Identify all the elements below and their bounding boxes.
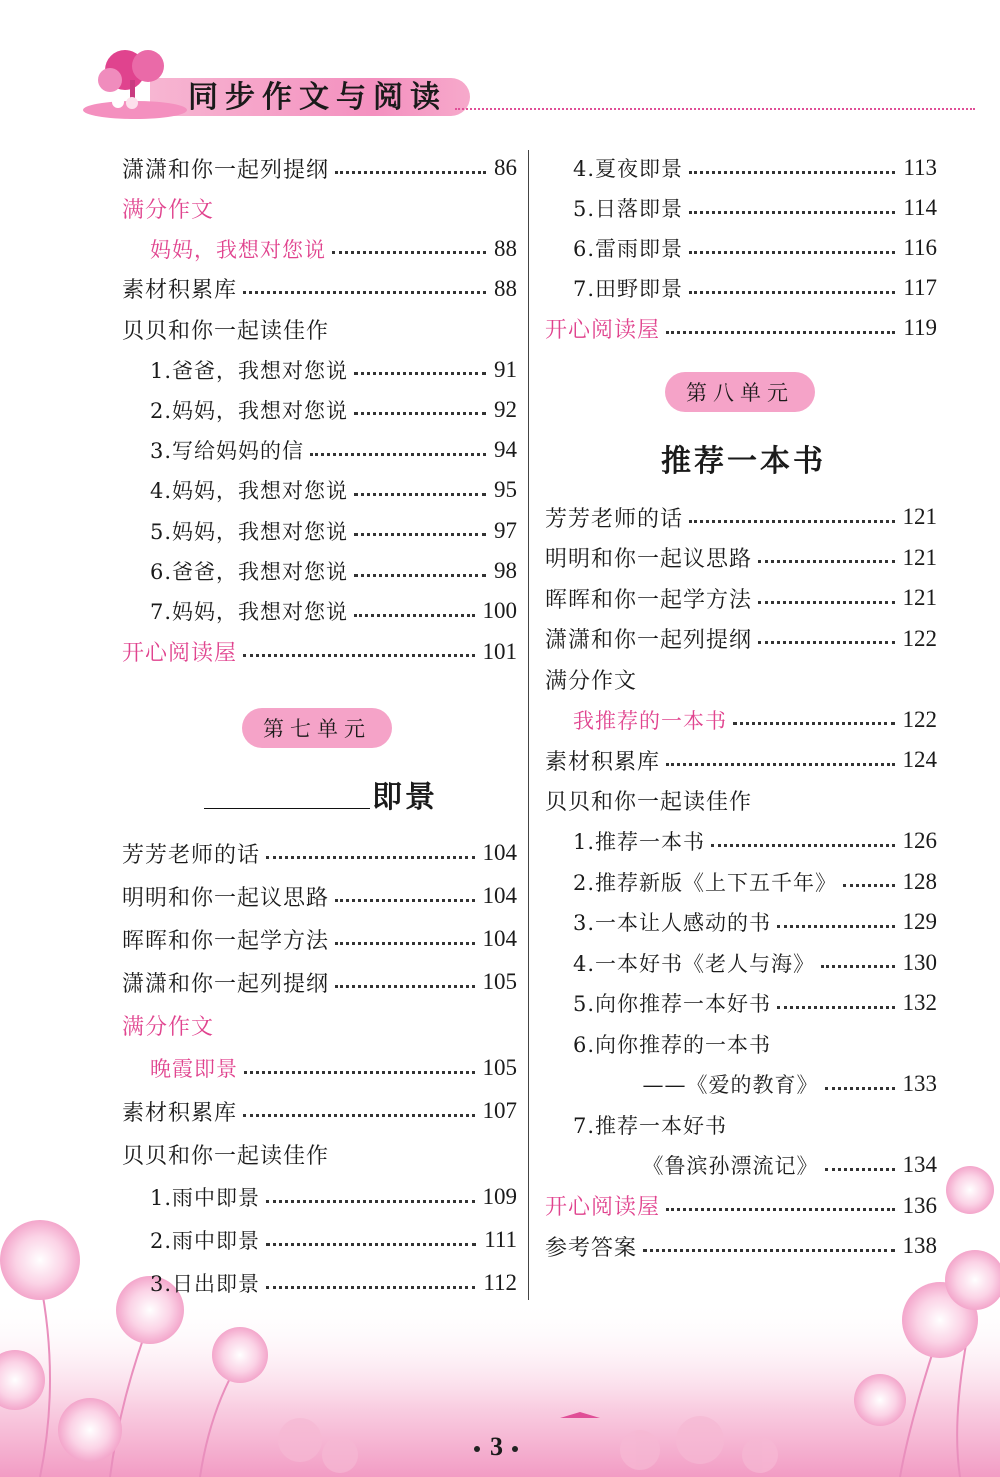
toc-page-number: 109 [482, 1184, 517, 1209]
toc-entry-title: 开心阅读屋 [545, 1195, 661, 1220]
toc-entry-title: 素材积累库 [122, 1100, 238, 1126]
toc-page-number: 119 [903, 315, 937, 340]
toc-leader-dots [335, 942, 474, 945]
toc-page-number: 104 [482, 883, 517, 908]
toc-page-number: 121 [902, 544, 937, 570]
toc-entry-title: ——《爱的教育》 [642, 1073, 819, 1097]
toc-leader-dots [666, 763, 894, 766]
toc-leader-dots [243, 1114, 474, 1117]
toc-page-number: 101 [482, 638, 517, 664]
unit7-label: 第七单元 [263, 717, 371, 741]
toc-page-number: 136 [902, 1192, 937, 1218]
toc-entry[interactable] [122, 551, 517, 591]
toc-entry[interactable] [122, 269, 517, 309]
toc-page-number: 111 [484, 1227, 517, 1252]
toc-entry[interactable] [122, 1134, 517, 1174]
toc-entry[interactable] [122, 1263, 517, 1303]
toc-entry[interactable] [545, 1024, 937, 1064]
toc-leader-dots [825, 1087, 895, 1090]
toc-leader-dots [335, 171, 486, 174]
toc-entry-title: 6.雷雨即景 [573, 237, 684, 261]
toc-entry-title: 参考答案 [545, 1235, 638, 1261]
unit8-topic: 推荐一本书 [661, 444, 826, 479]
toc-page-number: 130 [902, 949, 937, 975]
tree-house-logo-icon [80, 40, 190, 120]
toc-entry[interactable] [545, 268, 937, 308]
toc-entry-title: 6.向你推荐的一本书 [573, 1032, 772, 1057]
toc-entry[interactable] [545, 619, 937, 659]
toc-leader-dots [354, 614, 474, 617]
unit7-topic: 即景 [372, 780, 438, 815]
toc-entry-title: 妈妈，我想对您说 [150, 237, 326, 262]
toc-page-number: 114 [903, 195, 937, 220]
toc-entry[interactable] [122, 229, 517, 269]
toc-leader-dots [825, 1168, 895, 1171]
toc-leader-dots [243, 291, 486, 294]
toc-page-number: 121 [902, 585, 937, 610]
toc-leader-dots [332, 251, 486, 254]
toc-entry-title: 4.夏夜即景 [573, 157, 684, 181]
toc-entry[interactable] [122, 1005, 517, 1045]
toc-leader-dots [354, 533, 486, 536]
toc-page-number: 94 [494, 437, 517, 463]
toc-entry[interactable] [545, 740, 937, 780]
toc-leader-dots [354, 412, 486, 415]
toc-entry-title: 芳芳老师的话 [122, 842, 261, 868]
toc-entry[interactable] [122, 470, 517, 510]
toc-leader-dots [733, 722, 895, 725]
toc-entry[interactable] [545, 821, 937, 861]
footer-dot-left [474, 1446, 480, 1452]
toc-entry-title: 芳芳老师的话 [545, 506, 684, 532]
toc-leader-dots [689, 171, 895, 174]
toc-leader-dots [666, 1208, 894, 1211]
toc-entry-title: 素材积累库 [122, 278, 238, 304]
unit8-label: 第八单元 [686, 381, 794, 405]
toc-leader-dots [843, 884, 894, 887]
toc-entry-title: 4.一本好书《老人与海》 [573, 951, 816, 976]
toc-entry[interactable] [122, 962, 517, 1002]
toc-leader-dots [266, 1200, 474, 1203]
toc-leader-dots [310, 453, 486, 456]
toc-page-number: 97 [494, 517, 517, 543]
toc-leader-dots [758, 601, 894, 604]
toc-entry-title: 4.妈妈，我想对您说 [150, 479, 349, 504]
toc-leader-dots [689, 211, 895, 214]
toc-entry-title: 3.日出即景 [150, 1272, 261, 1296]
toc-entry[interactable] [122, 430, 517, 470]
toc-page-number: 98 [494, 558, 517, 583]
toc-entry-title: 开心阅读屋 [545, 317, 661, 343]
toc-leader-dots [666, 331, 895, 334]
toc-leader-dots [266, 1243, 476, 1246]
toc-page-number: 121 [902, 504, 937, 529]
toc-entry-title: 贝贝和你一起读佳作 [122, 318, 330, 344]
toc-entry-title: 6.爸爸，我想对您说 [150, 560, 349, 584]
toc-entry[interactable] [122, 350, 517, 390]
toc-entry[interactable] [545, 781, 937, 821]
toc-leader-dots [777, 1006, 894, 1009]
toc-page-number: 116 [903, 235, 937, 260]
toc-entry[interactable] [122, 188, 517, 228]
toc-entry-title: 晖晖和你一起学方法 [122, 928, 330, 954]
toc-entry-title: 2.妈妈，我想对您说 [150, 398, 349, 423]
page-number: 3 [490, 1432, 503, 1461]
toc-leader-dots [266, 1286, 475, 1289]
header-dotted-rule [455, 108, 975, 110]
toc-page-number: 100 [482, 598, 517, 624]
toc-page-number: 105 [482, 1055, 517, 1080]
toc-leader-dots [266, 856, 474, 859]
toc-entry[interactable] [122, 148, 517, 188]
toc-entry[interactable] [122, 1220, 517, 1260]
toc-entry-title: 2.雨中即景 [150, 1229, 261, 1253]
toc-entry-title: 晖晖和你一起学方法 [545, 587, 753, 613]
toc-entry[interactable] [545, 308, 937, 348]
toc-entry-title: 7.推荐一本好书 [573, 1113, 728, 1138]
toc-leader-dots [243, 654, 474, 657]
toc-leader-dots [777, 925, 894, 928]
toc-leader-dots [689, 251, 895, 254]
page-header [0, 0, 1000, 130]
toc-page-number: 132 [902, 990, 937, 1015]
toc-entry-title: 《鲁滨孙漂流记》 [642, 1154, 819, 1178]
toc-entry-title: 3.一本让人感动的书 [573, 911, 772, 935]
unit8-label-pill [665, 372, 815, 412]
toc-leader-dots [354, 493, 486, 496]
toc-page-number: 104 [482, 926, 517, 951]
toc-entry[interactable] [122, 632, 517, 672]
column-divider [528, 150, 529, 1300]
toc-page-number: 88 [494, 275, 517, 301]
toc-leader-dots [758, 560, 894, 563]
toc-page-number: 138 [902, 1233, 937, 1258]
toc-entry[interactable] [545, 1105, 937, 1145]
toc-entry[interactable] [545, 983, 937, 1023]
toc-leader-dots [643, 1249, 894, 1252]
footer-dot-right [512, 1446, 518, 1452]
toc-entry[interactable] [545, 148, 937, 188]
toc-leader-dots [689, 291, 895, 294]
toc-entry[interactable] [545, 943, 937, 983]
toc-entry[interactable] [545, 700, 937, 740]
toc-entry-title: 我推荐的一本书 [573, 708, 727, 733]
toc-page-number: 124 [902, 747, 937, 772]
toc-leader-dots [244, 1071, 475, 1074]
toc-entry[interactable] [545, 862, 937, 902]
toc-leader-dots [689, 520, 894, 523]
toc-entry[interactable] [545, 538, 937, 578]
toc-entry[interactable] [122, 1048, 517, 1088]
toc-entry-title: 开心阅读屋 [122, 641, 238, 667]
toc-entry[interactable] [122, 1091, 517, 1131]
toc-entry[interactable] [122, 591, 517, 631]
toc-entry-title: 7.妈妈，我想对您说 [150, 600, 349, 625]
toc-entry-title: 1.爸爸，我想对您说 [150, 358, 349, 383]
toc-entry[interactable] [545, 1145, 937, 1185]
toc-entry[interactable] [122, 1177, 517, 1217]
toc-entry-title: 满分作文 [122, 1014, 215, 1040]
toc-entry-title: 2.推荐新版《上下五千年》 [573, 870, 838, 895]
toc-entry-title: 3.写给妈妈的信 [150, 439, 305, 464]
toc-entry-title: 贝贝和你一起读佳作 [122, 1143, 330, 1169]
toc-page-number: 105 [482, 969, 517, 994]
toc-page-number: 92 [494, 396, 517, 422]
toc-entry[interactable] [545, 578, 937, 618]
toc-entry[interactable] [122, 511, 517, 551]
toc-entry-title: 潇潇和你一起列提纲 [545, 628, 753, 653]
toc-entry[interactable] [545, 188, 937, 228]
unit7-label-pill [242, 708, 392, 748]
toc-entry-title: 潇潇和你一起列提纲 [122, 157, 330, 183]
toc-entry-title: 7.田野即景 [573, 277, 684, 301]
toc-entry-title: 5.妈妈，我想对您说 [150, 519, 349, 544]
toc-leader-dots [335, 899, 474, 902]
toc-entry-title: 满分作文 [122, 197, 215, 223]
toc-entry-title: 潇潇和你一起列提纲 [122, 971, 330, 997]
toc-page-number: 129 [902, 909, 937, 934]
toc-entry[interactable] [545, 1064, 937, 1104]
toc-page-number: 128 [902, 868, 937, 894]
toc-entry-title: 5.向你推荐一本好书 [573, 992, 772, 1016]
toc-entry-title: 1.雨中即景 [150, 1186, 261, 1210]
toc-leader-dots [821, 965, 894, 968]
toc-page-number: 112 [483, 1270, 517, 1295]
toc-page-number: 117 [903, 275, 937, 300]
toc-entry-title: 5.日落即景 [573, 197, 684, 221]
toc-entry[interactable] [122, 390, 517, 430]
toc-page-number: 126 [902, 828, 937, 853]
toc-entry-title: 晚霞即景 [150, 1057, 238, 1081]
toc-leader-dots [711, 844, 894, 847]
toc-entry[interactable] [122, 876, 517, 916]
toc-leader-dots [354, 574, 486, 577]
toc-page-number: 91 [494, 356, 517, 382]
header-title: 同步作文与阅读 [188, 80, 447, 115]
toc-page-number: 104 [482, 840, 517, 865]
toc-entry[interactable] [545, 902, 937, 942]
toc-entry[interactable] [122, 309, 517, 349]
toc-page-number: 122 [902, 706, 937, 732]
toc-page-number: 134 [902, 1152, 937, 1177]
toc-entry-title: 素材积累库 [545, 749, 661, 775]
toc-entry[interactable] [545, 1226, 937, 1266]
toc-entry-title: 贝贝和你一起读佳作 [545, 790, 753, 815]
toc-leader-dots [354, 372, 486, 375]
toc-entry-title: 满分作文 [545, 668, 638, 694]
toc-page-number: 88 [494, 235, 517, 261]
toc-leader-dots [335, 985, 474, 988]
toc-entry-title: 1.推荐一本书 [573, 830, 706, 854]
toc-entry[interactable] [122, 833, 517, 873]
toc-entry[interactable] [122, 919, 517, 959]
toc-page-number: 86 [494, 155, 517, 180]
unit7-topic-blank [204, 808, 370, 809]
toc-page-number: 113 [903, 155, 937, 180]
toc-entry[interactable] [545, 1186, 937, 1226]
toc-entry-title: 明明和你一起议思路 [545, 547, 753, 572]
toc-page-number: 107 [482, 1098, 517, 1123]
toc-page-number: 122 [902, 625, 937, 651]
toc-page-number: 95 [494, 477, 517, 503]
toc-page-number: 133 [902, 1071, 937, 1096]
toc-leader-dots [758, 641, 894, 644]
toc-entry[interactable] [545, 659, 937, 699]
toc-entry-title: 明明和你一起议思路 [122, 885, 330, 911]
toc-entry[interactable] [545, 497, 937, 537]
toc-entry[interactable] [545, 228, 937, 268]
